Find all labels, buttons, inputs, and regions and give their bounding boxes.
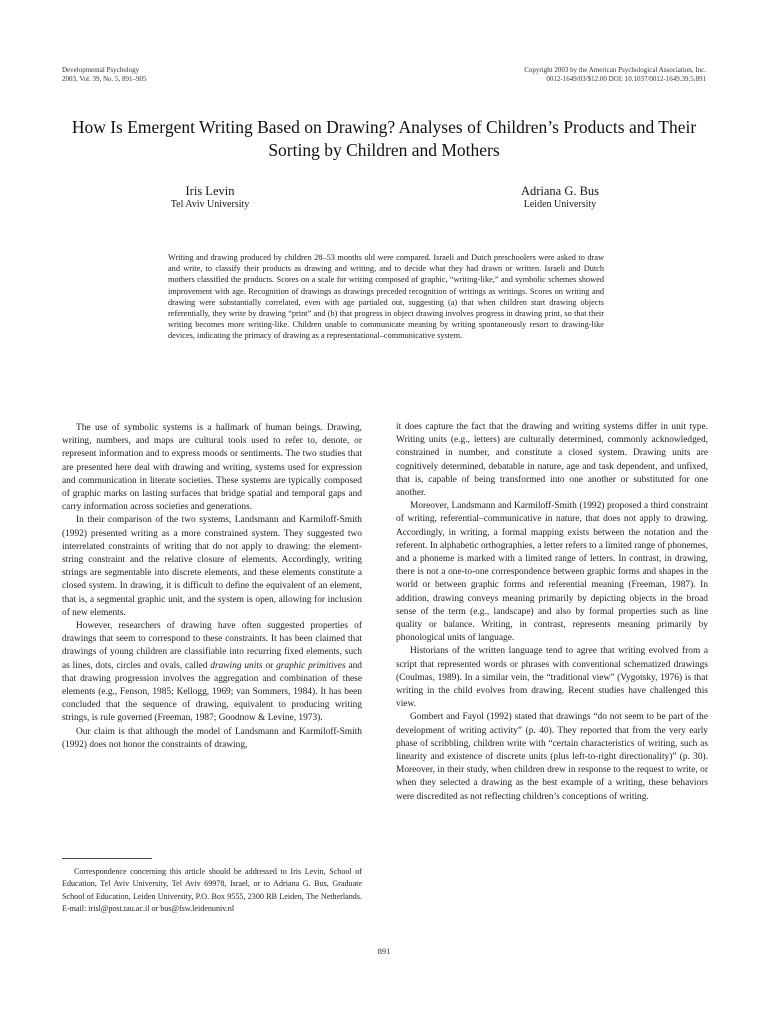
body-paragraph: Our claim is that although the model of Landsmann and Karmiloff-Smith (1992) does not honor the constraints of drawing,	[62, 726, 362, 750]
emphasis-term: drawing units	[210, 660, 263, 671]
body-text: or	[262, 660, 277, 671]
body-paragraph: Historians of the written language tend to agree that writing evolved from a script that represented words or phrases with conventional schematized drawings (Coulmas, 1989). In a similar vein, the “traditional view” (Vygotsky, 1976) is that writing in the child evolves from drawing. Recent studies have challenged this view.	[396, 646, 708, 710]
abstract: Writing and drawing produced by children 28–53 months old were compared. Israeli and Dutch preschoolers were asked to draw and write, to classify their products as drawing and writing, and to decide what they had drawn or written. Israeli and Dutch mothers classified the products. Scores on a scale for writing composed of graphic, “writing-like,” and symbolic schemes showed improvement with age. Recognition of drawings as drawings preceded recognition of writings as writings. Scores on writing and drawing were substantially correlated, even with age partialed out, suggesting (a) that when children start drawing objects referentially, they write by drawing “print” and (b) that progress in object drawing involves progress in drawing print, so that their writing becomes more writing-like. Children unable to communicate meaning by writing spontaneously resort to drawing-like devices, indicating the primacy of drawing as a representational–communicative system.	[168, 253, 604, 341]
body-paragraph: Gombert and Fayol (1992) stated that drawings “do not seem to be part of the development of writing activity” (p. 40). They reported that from the very early phase of scribbling, children write with “certain characteristics of writing, such as linearity and existence of discrete units (plus left-to-right directionality)” (p. 30). Moreover, in their study, when children drew in response to the request to write, or when they selected a drawing as the best example of a writing, these behaviors were discredited as not reflecting children’s conceptions of writing.	[396, 712, 708, 802]
doi-line: 0012-1649/03/$12.00 DOI: 10.1037/0012-1649.39.5.891	[546, 74, 706, 83]
author-affiliation: Leiden University	[523, 199, 597, 210]
author-block-2	[460, 184, 660, 211]
volume-pages: 2003, Vol. 39, No. 5, 891–905	[62, 74, 147, 83]
author-block-1	[110, 184, 310, 211]
article-title: How Is Emergent Writing Based on Drawing? Analyses of Children’s Products and Their Sorting by Children and Mothers	[71, 117, 697, 160]
page-number: 891	[377, 946, 391, 956]
body-paragraph	[62, 620, 362, 726]
footnote-divider	[62, 858, 152, 859]
journal-header-right	[524, 66, 706, 83]
body-paragraph: Moreover, Landsmann and Karmiloff-Smith (1992) proposed a third constraint of writing, referential–communicative in nature, that does not apply to drawing. Accordingly, in writing, a formal mapping exists between the notation and the referent. In alphabetic orthographies, a letter refers to a limited range of phonemes, and a phoneme is marked with a limited range of letters. In contrast, in drawing, there is not a one-to-one correspondence between graphic forms and shapes in the world or between graphic forms and referential meaning (Freeman, 1987). In addition, drawing conveys meaning primarily by depicting objects in the broad sense of the term (e.g., landscape) and also by formal properties such as line quality or balance. Writing, in contrast, represents meaning primarily by phonological units of language.	[396, 501, 708, 644]
author-affiliation: Tel Aviv University	[170, 199, 250, 210]
body-paragraph: it does capture the fact that the drawing and writing systems differ in unit type. Writing units (e.g., letters) are culturally determined, commonly acknowledged, constrained in number, and constitute a closed system. Drawing units are cognitively determined, debatable in nature, age and task dependent, and unfixed, that is, capable of being transformed into one another or substituted for one another.	[396, 422, 708, 499]
emphasis-term: graphic primitives	[276, 660, 346, 671]
journal-name: Developmental Psychology	[62, 66, 140, 74]
body-paragraph: In their comparison of the two systems, Landsmann and Karmiloff-Smith (1992) presented writing as a more constrained system. They suggested two interrelated constraints of writing that do not apply to drawing: the element-string constraint and the relative closure of elements. Accordingly, writing strings are segmentable into discrete elements, and these elements constitute a closed system. In drawing, it is difficult to define the equivalent of an element, that is, a segmental graphic unit, and the system is open, allowing for inclusion of new elements.	[62, 515, 362, 618]
author-name: Iris Levin	[185, 184, 235, 198]
body-column-right	[396, 421, 708, 804]
author-name: Adriana G. Bus	[520, 184, 600, 198]
body-paragraph: The use of symbolic systems is a hallmark of human beings. Drawing, writing, numbers, and maps are cultural tools used to refer to, denote, or represent information and to express moods or sentiments. The two studies that are presented here deal with drawing and writing, systems used for expression and communication in literate societies. These systems are typically composed of graphic marks on lasting surfaces that bridge spatial and temporal gaps and carry information across societies and generations.	[62, 423, 362, 513]
body-text: However, researchers of drawing have often suggested properties of drawings that seem to correspond to these constraints. It has been claimed that drawings of young children are classifiable into recurring fixed elements, such as lines, dots, circles and ovals, called	[62, 621, 362, 671]
correspondence-footnote	[62, 866, 362, 916]
footnote-text: Correspondence concerning this article should be addressed to Iris Levin, School of Education, Tel Aviv University, Tel Aviv 69978, Israel, or to Adriana G. Bus, Graduate School of Education, Leiden University, P.O. Box 9555, 2300 RB Leiden, The Netherlands. E-mail: irisl@post.tau.ac.il or bus@fsw.leidenuniv.nl	[62, 867, 362, 914]
body-text: and that drawing progression involves the aggregation and combination of these elements (e.g., Fenson, 1985; Kellogg, 1969; van Sommers, 1984). It has been concluded that the sequence of drawing, equivalent to producing writing strings, is rule governed (Freeman, 1987; Goodnow & Levine, 1973).	[62, 660, 362, 724]
journal-header-left	[62, 66, 147, 83]
copyright-line: Copyright 2003 by the American Psychological Association, Inc.	[524, 66, 706, 74]
body-column-left	[62, 422, 362, 752]
